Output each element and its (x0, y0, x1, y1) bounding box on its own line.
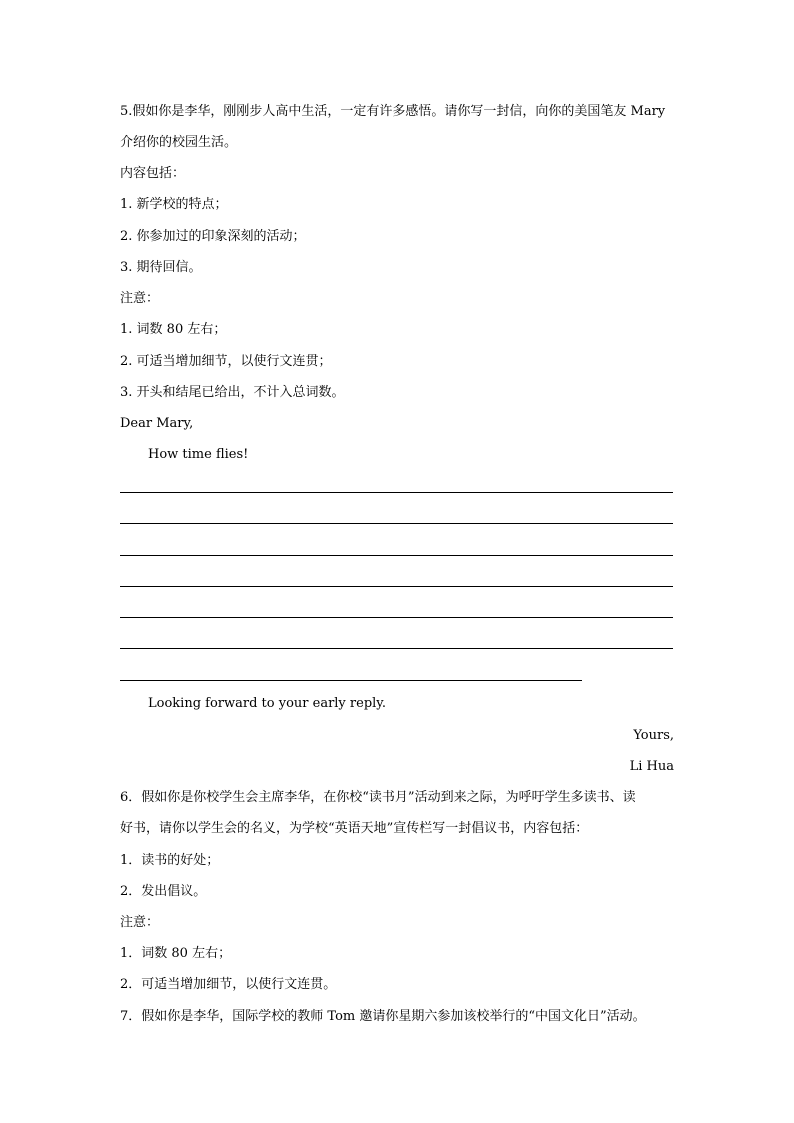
letter-closing: Looking forward to your early reply. (148, 696, 387, 711)
q7-prompt-line-1: 7．假如你是李华，国际学校的教师 Tom 邀请你星期六参加该校举行的“中国文化日”活动。 (120, 1009, 646, 1024)
q6-prompt-line-2: 好书，请你以学生会的名义，为学校“英语天地”宣传栏写一封倡议书，内容包括： (120, 821, 589, 836)
q5-content-item: 3. 期待回信。 (120, 260, 202, 275)
q5-content-item: 1. 新学校的特点； (120, 197, 228, 212)
q5-content-heading: 内容包括： (120, 166, 186, 181)
letter-signoff: Yours, (633, 728, 674, 743)
answer-line (120, 586, 673, 587)
q6-notes-heading: 注意： (120, 915, 160, 930)
q6-note-item: 1．词数 80 左右； (120, 946, 232, 961)
q5-note-item: 2. 可适当增加细节，以使行文连贯； (120, 354, 332, 369)
letter-salutation: Dear Mary, (120, 416, 194, 431)
q6-content-item: 2．发出倡议。 (120, 884, 207, 899)
q5-content-item: 2. 你参加过的印象深刻的活动； (120, 229, 306, 244)
q5-note-item: 1. 词数 80 左右； (120, 322, 227, 337)
q5-note-item: 3. 开头和结尾已给出，不计入总词数。 (120, 385, 345, 400)
q6-note-item: 2．可适当增加细节，以使行文连贯。 (120, 977, 337, 992)
letter-opening: How time flies! (148, 447, 249, 462)
q5-prompt-line-1: 5.假如你是李华，刚刚步人高中生活，一定有许多感悟。请你写一封信，向你的美国笔友 Mary (120, 104, 666, 119)
answer-line (120, 648, 673, 649)
q6-prompt-line-1: 6．假如你是你校学生会主席李华，在你校“读书月”活动到来之际，为呼吁学生多读书、读 (120, 790, 636, 805)
answer-line (120, 523, 673, 524)
q5-notes-heading: 注意： (120, 291, 160, 306)
answer-line (120, 680, 582, 681)
letter-signature: Li Hua (629, 759, 674, 774)
answer-line (120, 492, 673, 493)
answer-line (120, 555, 673, 556)
q6-content-item: 1．读书的好处； (120, 853, 220, 868)
q5-prompt-line-2: 介绍你的校园生活。 (120, 135, 238, 150)
answer-line (120, 617, 673, 618)
